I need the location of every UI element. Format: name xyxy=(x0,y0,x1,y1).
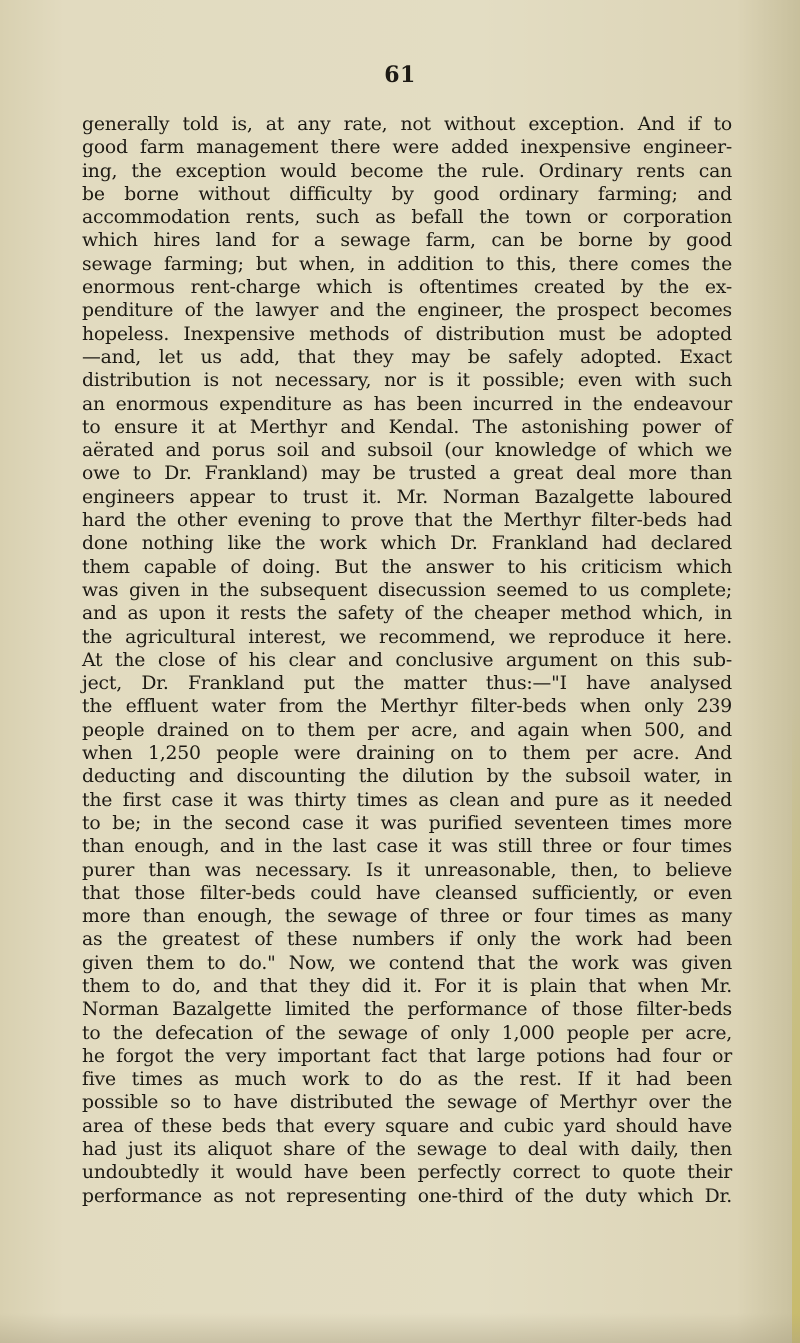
text-line: undoubtedly it would have been perfectly correct to quote their xyxy=(82,1162,732,1184)
text-line: generally told is, at any rate, not without exception. And if to xyxy=(82,114,732,135)
text-line: deducting and discounting the dilution by the subsoil water, in xyxy=(82,766,732,788)
text-line: hopeless. Inexpensive methods of distribution must be adopted xyxy=(82,323,732,345)
text-line: them to do, and that they did it. For it is plain that when Mr. xyxy=(82,975,732,997)
text-line: good farm management there were added inexpensive engineer- xyxy=(82,137,732,159)
text-line: as the greatest of these numbers if only the work had been xyxy=(82,929,732,951)
text-line: ing, the exception would become the rule. Ordinary rents can xyxy=(82,160,732,182)
page-edge-shadow xyxy=(792,700,800,1343)
text-line: the agricultural interest, we recommend, we reproduce it here. xyxy=(82,626,732,648)
text-line: enormous rent-charge which is oftentimes created by the ex- xyxy=(82,277,732,299)
text-line: —and, let us add, that they may be safely adopted. Exact xyxy=(82,346,732,368)
text-line: owe to Dr. Frankland) may be trusted a great deal more than xyxy=(82,463,732,485)
text-line: performance as not representing one-third of the duty which Dr. xyxy=(82,1185,732,1207)
text-line: five times as much work to do as the rest. If it had been xyxy=(82,1069,732,1091)
text-line: that those filter-beds could have cleansed sufficiently, or even xyxy=(82,882,732,904)
text-line: aërated and porus soil and subsoil (our knowledge of which we xyxy=(82,440,732,462)
text-line: to be; in the second case it was purified seventeen times more xyxy=(82,812,732,834)
text-line: hard the other evening to prove that the Merthyr filter-beds had xyxy=(82,510,732,532)
text-line: accommodation rents, such as befall the town or corporation xyxy=(82,207,732,229)
text-line: purer than was necessary. Is it unreasonable, then, to believe xyxy=(82,859,732,881)
text-line: At the close of his clear and conclusive argument on this sub- xyxy=(82,649,732,671)
body-text xyxy=(82,113,732,1208)
text-line: which hires land for a sewage farm, can be borne by good xyxy=(82,230,732,252)
page-bottom-shadow xyxy=(0,1313,800,1343)
text-line: was given in the subsequent disecussion seemed to us complete; xyxy=(82,579,732,601)
text-line: more than enough, the sewage of three or four times as many xyxy=(82,906,732,928)
text-line: possible so to have distributed the sewage of Merthyr over the xyxy=(82,1092,732,1114)
text-line: to ensure it at Merthyr and Kendal. The astonishing power of xyxy=(82,416,732,438)
text-line: people drained on to them per acre, and again when 500, and xyxy=(82,719,732,741)
text-line: the first case it was thirty times as clean and pure as it needed xyxy=(82,789,732,811)
text-line: and as upon it rests the safety of the cheaper method which, in xyxy=(82,603,732,625)
text-line: than enough, and in the last case it was still three or four times xyxy=(82,836,732,858)
page-number: 61 xyxy=(384,62,416,88)
text-line: area of these beds that every square and cubic yard should have xyxy=(82,1115,732,1137)
text-line: distribution is not necessary, nor is it possible; even with such xyxy=(82,370,732,392)
text-line: when 1,250 people were draining on to them per acre. And xyxy=(82,743,732,765)
text-line: had just its aliquot share of the sewage to deal with daily, then xyxy=(82,1139,732,1161)
text-line: Norman Bazalgette limited the performance of those filter-beds xyxy=(82,999,732,1021)
text-line: an enormous expenditure as has been incurred in the endeavour xyxy=(82,393,732,415)
text-line: them capable of doing. But the answer to his criticism which xyxy=(82,556,732,578)
text-line: to the defecation of the sewage of only 1,000 people per acre, xyxy=(82,1022,732,1044)
text-line: penditure of the lawyer and the engineer, the prospect becomes xyxy=(82,300,732,322)
text-line: given them to do." Now, we contend that the work was given xyxy=(82,952,732,974)
text-line: he forgot the very important fact that large potions had four or xyxy=(82,1045,732,1067)
text-line: done nothing like the work which Dr. Frankland had declared xyxy=(82,533,732,555)
text-line: be borne without difficulty by good ordinary farming; and xyxy=(82,183,732,205)
text-line: sewage farming; but when, in addition to this, there comes the xyxy=(82,253,732,275)
text-line: engineers appear to trust it. Mr. Norman Bazalgette laboured xyxy=(82,486,732,508)
text-line: the effluent water from the Merthyr filter-beds when only 239 xyxy=(82,696,732,718)
text-line: ject, Dr. Frankland put the matter thus:—"I have analysed xyxy=(82,673,732,695)
